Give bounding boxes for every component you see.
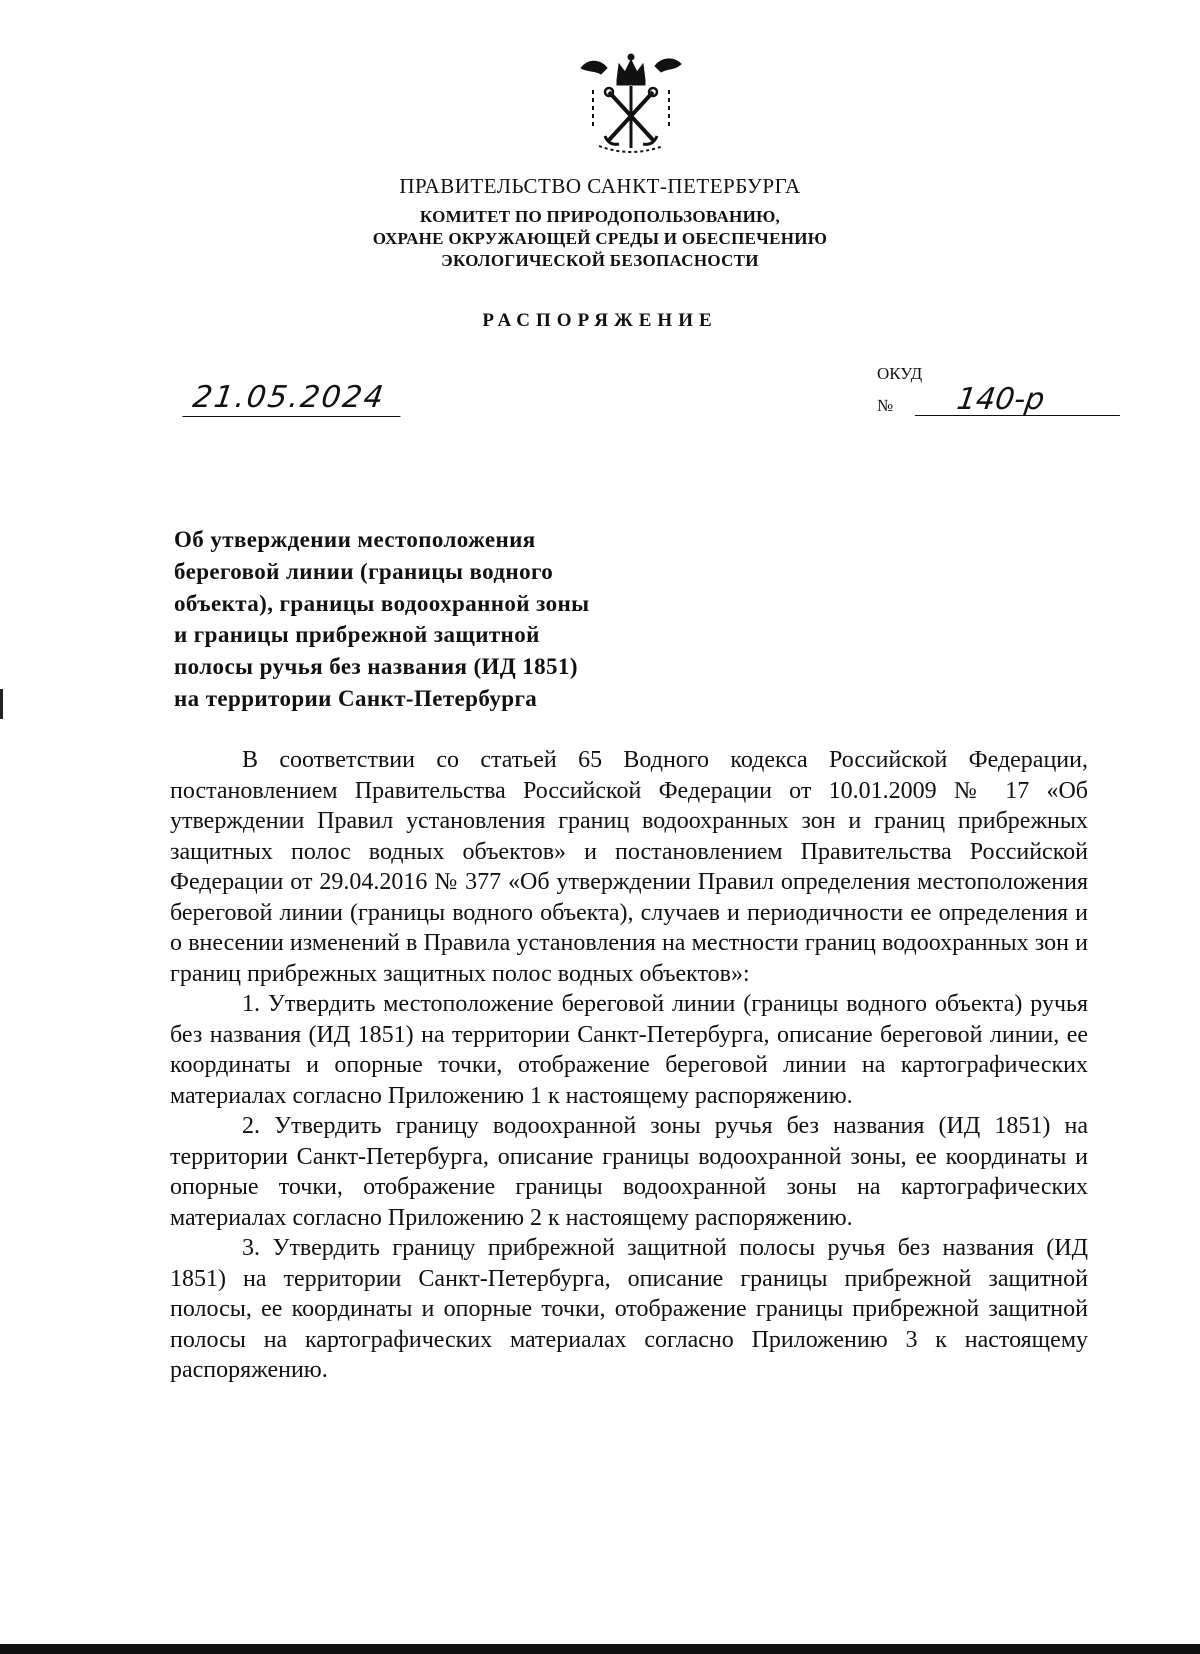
coat-of-arms-icon: [579, 50, 683, 156]
document-number: 140-р: [915, 385, 1124, 416]
okud-label: ОКУД: [877, 364, 923, 383]
document-body: [170, 745, 1088, 1386]
committee-line: ОХРАНЕ ОКРУЖАЮЩЕЙ СРЕДЫ И ОБЕСПЕЧЕНИЮ: [372, 229, 828, 248]
scan-bottom-edge: [0, 1644, 1200, 1654]
government-name: ПРАВИТЕЛЬСТВО САНКТ-ПЕТЕРБУРГА: [399, 174, 801, 198]
title-line: и границы прибрежной защитной: [174, 622, 540, 648]
document-title: [174, 524, 734, 715]
document-date: 21.05.2024: [182, 380, 405, 417]
order-item: 2. Утвердить границу водоохранной зоны ручья без названия (ИД 1851) на территории Санкт-Петербурга, описание границы водоохранной зоны, ее координаты и опорные точки, отображение границы водоохранной зоны на картографических материалах согласно Приложению 2 к настоящему распоряжению.: [170, 1113, 1088, 1231]
committee-name: [0, 206, 1200, 272]
title-line: на территории Санкт-Петербурга: [174, 685, 538, 711]
scan-margin-mark: [0, 689, 3, 719]
committee-line: КОМИТЕТ ПО ПРИРОДОПОЛЬЗОВАНИЮ,: [419, 207, 781, 226]
title-line: береговой линии (границы водного: [174, 558, 554, 584]
number-sign: №: [877, 396, 894, 415]
okud-number-field: [877, 364, 1047, 417]
title-line: объекта), границы водоохранной зоны: [174, 590, 590, 616]
order-item: 1. Утвердить местоположение береговой линии (границы водного объекта) ручья без названия (ИД 1851) на территории Санкт-Петербурга, описание береговой линии, ее координаты и опорные точки, отображение береговой линии на картографических материалах согласно Приложению 1 к настоящему распоряжению.: [170, 991, 1088, 1109]
document-date-field: [185, 380, 403, 417]
order-item: 3. Утвердить границу прибрежной защитной полосы ручья без названия (ИД 1851) на территории Санкт-Петербурга, описание границы прибрежной защитной полосы, ее координаты и опорные точки, отображение границы прибрежной защитной полосы на картографических материалах согласно Приложению 3 к настоящему распоряжению.: [170, 1235, 1088, 1383]
document-type: РАСПОРЯЖЕНИЕ: [482, 310, 718, 331]
committee-line: ЭКОЛОГИЧЕСКОЙ БЕЗОПАСНОСТИ: [441, 251, 759, 270]
title-line: Об утверждении местоположения: [174, 527, 536, 552]
preamble-paragraph: В соответствии со статьей 65 Водного кодекса Российской Федерации, постановлением Правительства Российской Федерации от 10.01.2009 № 17 «Об утверждении Правил установления границ водоохранных зон и границ прибрежных защитных полос водных объектов» и постановлением Правительства Российской Федерации от 29.04.2016 № 377 «Об утверждении Правил определения местоположения береговой линии (границы водного объекта), случаев и периодичности ее определения и о внесении изменений в Правила установления на местности границ водоохранных зон и границ прибрежных защитных полос водных объектов»:: [170, 747, 1088, 987]
title-line: полосы ручья без названия (ИД 1851): [174, 654, 578, 680]
